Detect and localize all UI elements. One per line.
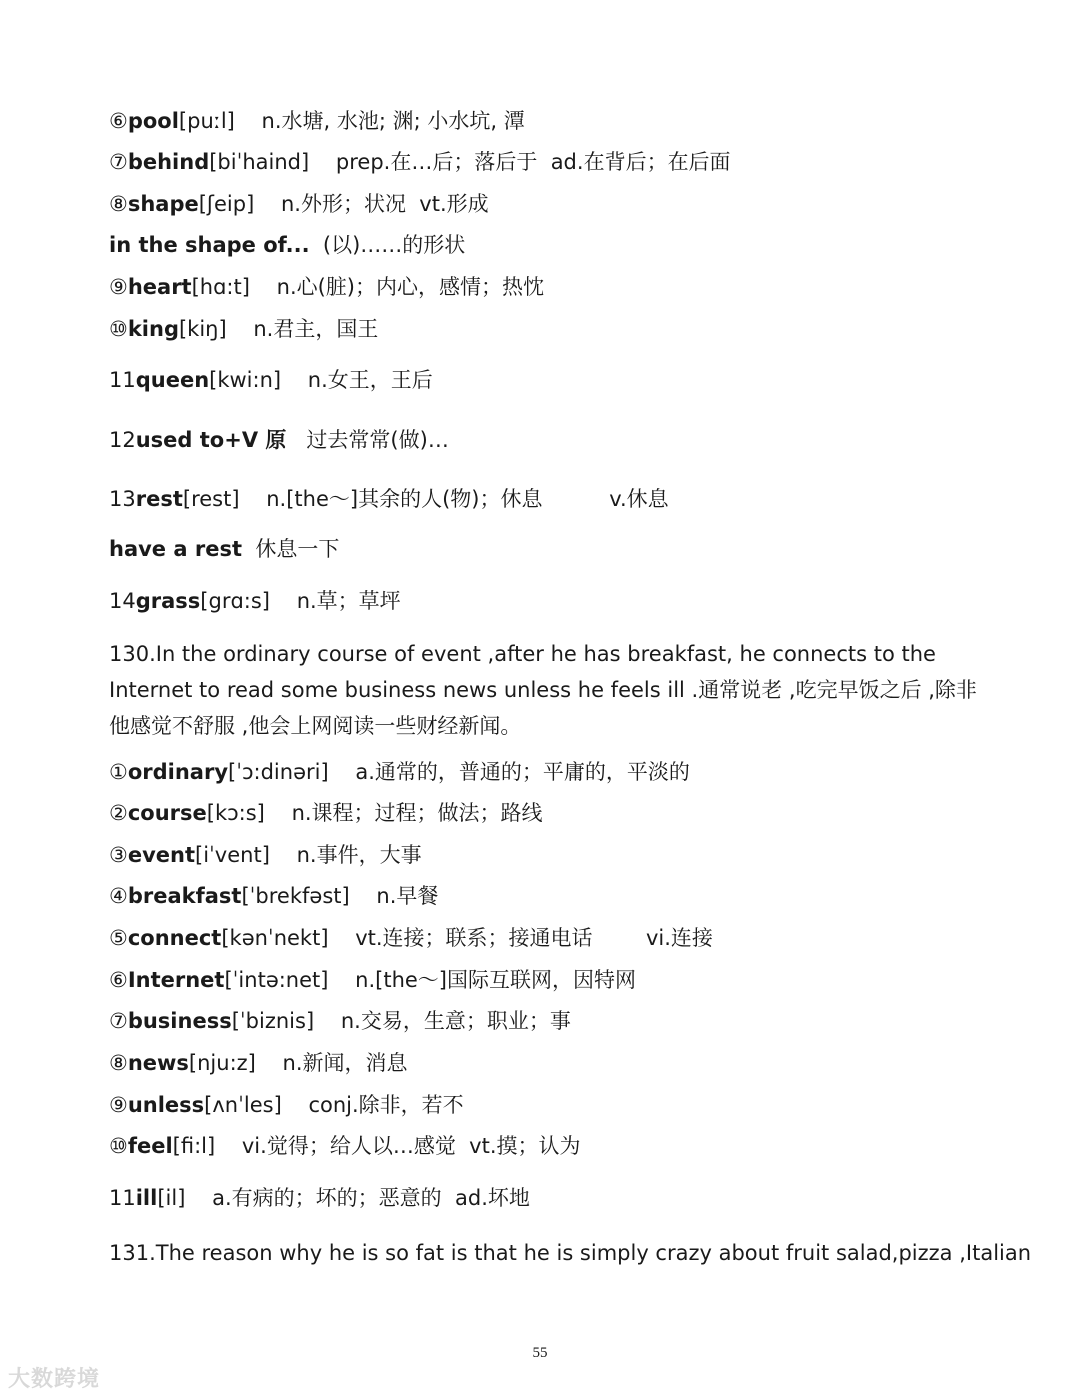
- paragraph-130: 130.In the ordinary course of event ,after he has breakfast, he connects to the Internet to read some business news unless he feels ill .通常说老 ,吃完早饭之后 ,除非他感觉不舒服 ,他会上网阅读一些财经新闻。: [109, 642, 977, 738]
- entry-feel: ⑩feel[fi:l] vi.觉得；给人以…感觉 vt.摸；认为: [109, 1134, 581, 1158]
- entry-behind: ⑦behind[biˈhaind] prep.在…后；落后于 ad.在背后；在后面: [109, 150, 731, 174]
- entry-business: ⑦business[ˈbiznis] n.交易，生意；职业；事: [109, 1009, 571, 1033]
- entry-in-the-shape-of: in the shape of... (以)……的形状: [109, 233, 466, 257]
- watermark: 大数跨境: [8, 1367, 101, 1392]
- entry-shape: ⑧shape[ʃeip] n.外形；状况 vt.形成: [109, 192, 489, 216]
- entry-used-to: 12used to+V 原 过去常常(做)…: [109, 428, 449, 452]
- entry-internet: ⑥Internet[ˈintə:net] n.[the～]国际互联网，因特网: [109, 968, 636, 992]
- page-number: 55: [532, 1345, 548, 1361]
- entry-event: ③event[iˈvent] n.事件，大事: [109, 843, 422, 867]
- entry-news: ⑧news[nju:z] n.新闻，消息: [109, 1051, 408, 1075]
- entry-breakfast: ④breakfast[ˈbrekfəst] n.早餐: [109, 884, 439, 908]
- entry-king: ⑩king[kiŋ] n.君主，国王: [109, 317, 379, 341]
- entry-connect: ⑤connect[kənˈnekt] vt.连接；联系；接通电话 vi.连接: [109, 926, 713, 950]
- entry-pool: ⑥pool[puːl] n.水塘, 水池; 渊; 小水坑, 潭: [109, 109, 525, 133]
- entry-ill: 11ill[il] a.有病的；坏的；恶意的 ad.坏地: [109, 1186, 530, 1210]
- entry-unless: ⑨unless[ʌnˈles] conj.除非，若不: [109, 1093, 464, 1117]
- entry-ordinary: ①ordinary[ˈɔ:dinəri] a.通常的，普通的；平庸的，平淡的: [109, 760, 690, 784]
- paragraph-131: 131.The reason why he is so fat is that he is simply crazy about fruit salad,pizza ,Italian: [109, 1241, 1032, 1265]
- entry-queen: 11queen[kwi:n] n.女王，王后: [109, 368, 433, 392]
- entry-rest: 13rest[rest] n.[the～]其余的人(物)；休息 v.休息: [109, 487, 669, 511]
- entry-grass: 14grass[grɑ:s] n.草；草坪: [109, 589, 401, 613]
- entry-heart: ⑨heart[hɑ:t] n.心(脏)；内心，感情；热忱: [109, 275, 544, 299]
- entry-have-a-rest: have a rest 休息一下: [109, 537, 340, 561]
- entry-course: ②course[kɔ:s] n.课程；过程；做法；路线: [109, 801, 543, 825]
